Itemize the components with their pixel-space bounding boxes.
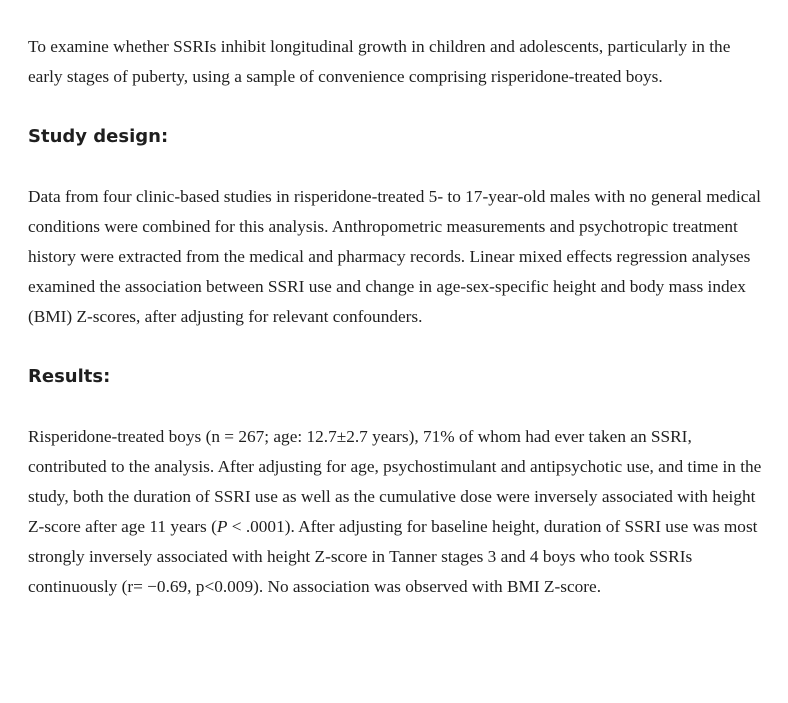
study-design-heading: Study design: <box>28 126 169 147</box>
results-text-part-1: Risperidone-treated boys (n = 267; age: 12.7±2.7 years), 71% of whom had ever taken an SSRI, contributed to the analysis. After adjusting for age, psychostimulant and antipsychotic use, and time in the study, both the duration of SSRI use as well as the cumulative dose were inversely associated with height Z-score after age 11 years ( <box>28 427 762 536</box>
spacer <box>28 332 763 362</box>
results-text-part-2: < .0001). After adjusting for baseline height, duration of SSRI use was most strongly inversely associated with height Z-score in Tanner stages 3 and 4 boys who took SSRIs continuously (r= −0.69, p<0.009). No association was observed with BMI Z-score. <box>28 517 758 596</box>
results-paragraph <box>28 422 763 602</box>
abstract-body <box>28 32 763 602</box>
study-design-paragraph: Data from four clinic-based studies in risperidone-treated 5- to 17-year-old males with no general medical conditions were combined for this analysis. Anthropometric measurements and psychotropic treatment history were extracted from the medical and pharmacy records. Linear mixed effects regression analyses examined the association between SSRI use and change in age-sex-specific height and body mass index (BMI) Z-scores, after adjusting for relevant confounders. <box>28 187 761 326</box>
spacer <box>28 392 763 422</box>
objective-paragraph: To examine whether SSRIs inhibit longitudinal growth in children and adolescents, particularly in the early stages of puberty, using a sample of convenience comprising risperidone-treated boys. <box>28 37 731 86</box>
spacer <box>28 92 763 122</box>
results-heading: Results: <box>28 366 111 387</box>
p-value-symbol: P <box>216 517 228 536</box>
spacer <box>28 152 763 182</box>
